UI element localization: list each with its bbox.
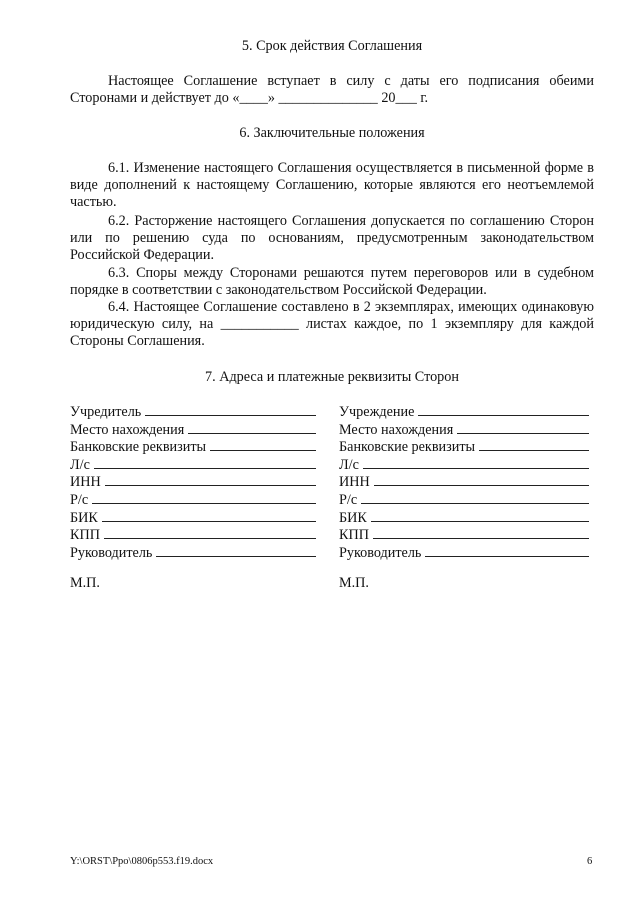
founder-ls-label: Л/с: [70, 456, 90, 473]
section-5-title: 5. Срок действия Соглашения: [241, 38, 423, 54]
institution-head-row: [339, 544, 589, 562]
institution-rs-row: [339, 491, 589, 509]
institution-ls-label: Л/с: [339, 456, 359, 473]
institution-location-row: [339, 421, 589, 439]
clause-6-3: 6.3. Споры между Сторонами решаются путем переговоров или в судебном порядке в соответствии с законодательством Российской Федерации.: [70, 265, 594, 299]
founder-label: Учредитель: [70, 404, 142, 420]
founder-bik-blank: [102, 509, 316, 522]
founder-bik-row: [70, 509, 316, 527]
institution-inn-row: [339, 473, 589, 491]
institution-label: Учреждение: [339, 404, 415, 420]
institution-bank-row: [339, 438, 589, 456]
founder-stamp-place: М.П.: [70, 575, 100, 591]
founder-inn-label: ИНН: [70, 474, 101, 491]
founder-head-label: Руководитель: [70, 544, 153, 561]
founder-bank-blank: [210, 438, 316, 451]
founder-details: [70, 403, 316, 561]
institution-inn-label: ИНН: [339, 474, 370, 491]
institution-kpp-blank: [373, 526, 589, 539]
institution-rs-label: Р/с: [339, 491, 358, 508]
founder-ls-row: [70, 456, 316, 474]
founder-location-label: Место нахождения: [70, 421, 185, 438]
founder-kpp-blank: [104, 526, 316, 539]
founder-rs-row: [70, 491, 316, 509]
founder-location-row: [70, 421, 316, 439]
institution-details: [339, 403, 589, 561]
institution-stamp-place: М.П.: [339, 575, 369, 591]
institution-row: [339, 403, 589, 421]
founder-head-blank: [156, 544, 316, 557]
institution-blank: [418, 403, 589, 416]
institution-head-blank: [425, 544, 589, 557]
founder-blank: [145, 403, 316, 416]
founder-rs-label: Р/с: [70, 491, 89, 508]
institution-ls-row: [339, 456, 589, 474]
clause-6-1: 6.1. Изменение настоящего Соглашения осуществляется в письменной форме в виде дополнений к настоящему Соглашению, которые являются его неотъемлемой частью.: [70, 160, 594, 211]
clause-6-2: 6.2. Расторжение настоящего Соглашения допускается по соглашению Сторон или по решению суда по основаниям, предусмотренным законодательством Российской Федерации.: [70, 213, 594, 264]
institution-bik-blank: [371, 509, 589, 522]
institution-ls-blank: [363, 456, 589, 469]
institution-location-label: Место нахождения: [339, 421, 454, 438]
founder-head-row: [70, 544, 316, 562]
founder-rs-blank: [92, 491, 316, 504]
founder-kpp-label: КПП: [70, 527, 100, 544]
founder-kpp-row: [70, 526, 316, 544]
section-6-title: 6. Заключительные положения: [239, 125, 425, 141]
founder-ls-blank: [94, 456, 316, 469]
institution-location-blank: [457, 421, 589, 434]
institution-kpp-row: [339, 526, 589, 544]
institution-rs-blank: [361, 491, 589, 504]
founder-inn-blank: [105, 473, 316, 486]
footer-file-path: Y:\ORST\Ppo\0806p553.f19.docx: [70, 856, 214, 867]
founder-bank-label: Банковские реквизиты: [70, 439, 207, 456]
founder-bank-row: [70, 438, 316, 456]
founder-inn-row: [70, 473, 316, 491]
founder-bik-label: БИК: [70, 509, 98, 526]
founder-location-blank: [188, 421, 316, 434]
founder-row: [70, 403, 316, 421]
institution-head-label: Руководитель: [339, 544, 422, 561]
footer-page-number: 6: [587, 856, 593, 867]
institution-bank-blank: [479, 438, 589, 451]
section-5-text: Настоящее Соглашение вступает в силу с даты его подписания обеими Сторонами и действует до «____» ______________ 20___ г.: [70, 73, 594, 107]
institution-kpp-label: КПП: [339, 527, 369, 544]
institution-inn-blank: [374, 473, 589, 486]
clause-6-4: 6.4. Настоящее Соглашение составлено в 2 экземплярах, имеющих одинаковую юридическую силу, на ___________ листах каждое, по 1 экземпляру для каждой Стороны Соглашения.: [70, 299, 594, 350]
institution-bank-label: Банковские реквизиты: [339, 439, 476, 456]
institution-bik-row: [339, 509, 589, 527]
institution-bik-label: БИК: [339, 509, 367, 526]
section-7-title: 7. Адреса и платежные реквизиты Сторон: [205, 369, 459, 385]
